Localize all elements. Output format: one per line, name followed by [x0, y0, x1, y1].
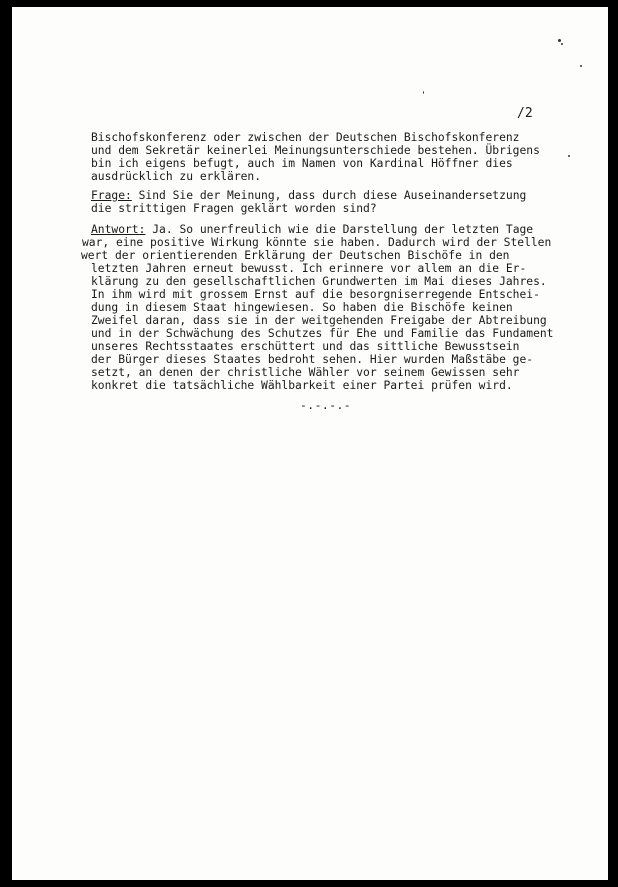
- question-line: [91, 189, 526, 202]
- text-line: bin ich eigens befugt, auch im Namen von Kardinal Höffner dies: [91, 157, 513, 170]
- intro-paragraph: [91, 131, 540, 183]
- text-line: letzten Jahren erneut bewusst. Ich erinnere vor allem an die Er-: [91, 262, 527, 275]
- question-paragraph: [91, 189, 526, 215]
- text-line: die strittigen Fragen geklärt worden sind?: [91, 202, 377, 215]
- answer-label: Antwort:: [91, 223, 146, 236]
- text-line: Bischofskonferenz oder zwischen der Deutschen Bischofskonferenz: [91, 131, 520, 144]
- answer-text: Ja. So unerfreulich wie die Darstellung der letzten Tage: [152, 223, 534, 236]
- scan-speck: [568, 155, 570, 157]
- answer-first-line: [91, 223, 554, 236]
- text-line: In ihm wird mit grossem Ernst auf die besorgniserregende Entschei-: [91, 288, 540, 301]
- page-number: /2: [517, 106, 533, 121]
- text-line: konkret die tatsächliche Wählbarkeit einer Partei prüfen wird.: [91, 379, 513, 392]
- ending-mark: -.-.-.-: [300, 399, 352, 412]
- answer-paragraph: [81, 223, 554, 405]
- question-text: Sind Sie der Meinung, dass durch diese Auseinandersetzung: [138, 189, 527, 202]
- text-line: klärung zu den gesellschaftlichen Grundwerten im Mai dieses Jahres.: [91, 275, 547, 288]
- scan-speck: [423, 91, 424, 94]
- text-line: der Bürger dieses Staates bedroht sehen. Hier wurden Maßstäbe ge-: [91, 353, 534, 366]
- text-line: und in der Schwächung des Schutzes für Ehe und Familie das Fundament: [91, 327, 554, 340]
- text-line: Zweifel daran, dass sie in der weitgehenden Freigabe der Abtreibung: [91, 314, 547, 327]
- text-line: war, eine positive Wirkung könnte sie haben. Dadurch wird der Stellen: [82, 236, 552, 249]
- text-line: ausdrücklich zu erklären.: [91, 170, 262, 183]
- scan-speck: [561, 43, 563, 45]
- document-page: [12, 7, 608, 880]
- scan-speck: [558, 39, 561, 42]
- text-line: setzt, an denen der christliche Wähler vor seinem Gewissen sehr: [91, 366, 520, 379]
- question-label: Frage:: [91, 189, 132, 202]
- text-line: unseres Rechtsstaates erschüttert und das sittliche Bewusstsein: [91, 340, 520, 353]
- text-line: und dem Sekretär keinerlei Meinungsunterschiede bestehen. Übrigens: [91, 144, 540, 157]
- text-line: dung in diesem Staat hingewiesen. So haben die Bischöfe keinen: [91, 301, 513, 314]
- scan-speck: [580, 65, 582, 67]
- text-line: wert der orientierenden Erklärung der Deutschen Bischöfe in den: [81, 249, 510, 262]
